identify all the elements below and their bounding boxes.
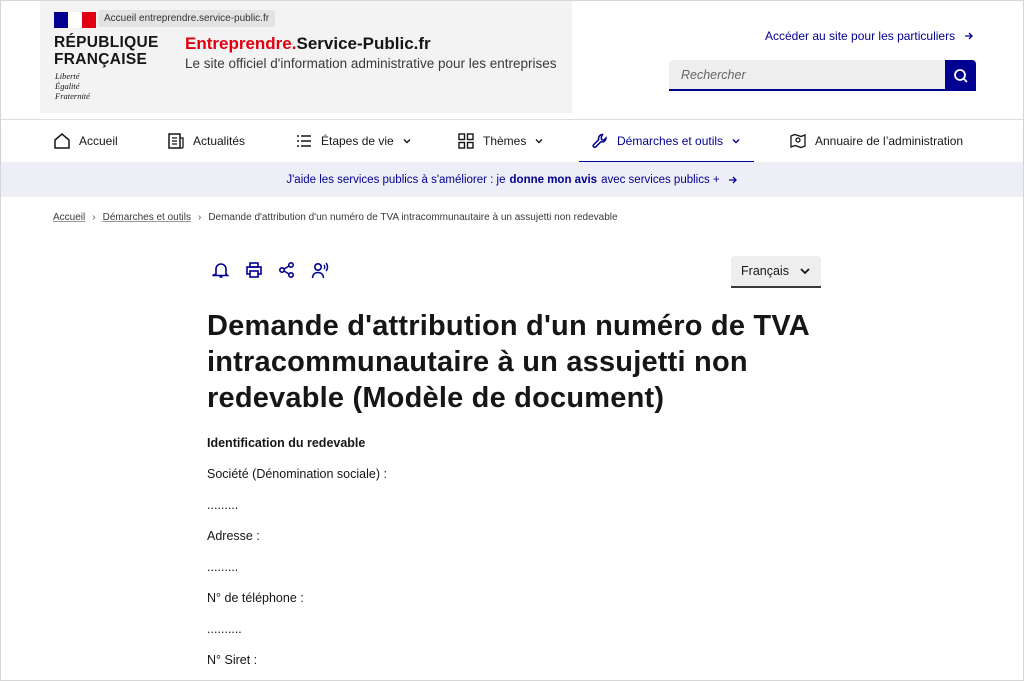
particuliers-link[interactable]: Accéder au site pour les particuliers (765, 29, 974, 43)
arrow-right-icon (964, 31, 974, 41)
list-icon (295, 132, 313, 150)
language-select[interactable]: Français (731, 256, 821, 288)
nav-item-annuaire[interactable]: Annuaire de l’administration (789, 120, 963, 162)
field-placeholder: .......... (207, 622, 242, 636)
print-button[interactable] (245, 259, 278, 281)
home-icon (53, 132, 71, 150)
breadcrumb (53, 212, 618, 223)
nav-item-accueil[interactable]: Accueil (53, 120, 118, 162)
site-description: Le site officiel d'information administrative pour les entreprises (185, 56, 557, 71)
field-placeholder: ......... (207, 560, 239, 574)
search-button[interactable] (945, 60, 976, 91)
section-title: Identification du redevable (207, 436, 366, 450)
republique-francaise-logo: RÉPUBLIQUE FRANÇAISE (54, 34, 159, 68)
search-input[interactable]: Rechercher (669, 60, 945, 91)
chevron-right-icon: › (197, 212, 202, 223)
wrench-icon (591, 132, 609, 150)
breadcrumb-current: Demande d'attribution d'un numéro de TVA intracommunautaire à un assujetti non redevable (208, 212, 618, 223)
page-title: Demande d'attribution d'un numéro de TVA intracommunautaire à un assujetti non redevable (Modèle de document) (207, 310, 809, 414)
devise: Liberté Égalité Fraternité (55, 71, 90, 101)
breadcrumb-link-demarches[interactable]: Démarches et outils (102, 212, 191, 223)
chevron-down-icon (799, 265, 811, 277)
feedback-banner[interactable]: J'aide les services publics à s'améliorer : je donne mon avis avec services publics + (1, 162, 1023, 197)
chevron-right-icon: › (92, 212, 96, 223)
marianne-flag-logo (54, 12, 96, 28)
print-icon (245, 261, 263, 279)
listen-button[interactable] (311, 259, 344, 281)
search-icon (953, 68, 969, 84)
chevron-down-icon (402, 136, 412, 146)
chevron-down-icon (731, 136, 741, 146)
field-adresse: Adresse : (207, 529, 260, 543)
site-name[interactable]: Entreprendre.Service-Public.fr (185, 34, 431, 53)
search-bar (669, 60, 976, 91)
page-tools (212, 259, 344, 281)
nav-item-etapes-de-vie[interactable]: Étapes de vie (295, 120, 412, 162)
grid-icon (457, 132, 475, 150)
newspaper-icon (167, 132, 185, 150)
field-telephone: N° de téléphone : (207, 591, 304, 605)
listen-icon (311, 261, 329, 279)
field-placeholder: ......... (207, 498, 239, 512)
nav-item-actualites[interactable]: Actualités (167, 120, 245, 162)
site-header (1, 1, 1023, 119)
field-siret: N° Siret : (207, 653, 258, 667)
arrow-right-icon (728, 175, 738, 185)
subscribe-button[interactable] (212, 259, 245, 281)
breadcrumb-link-accueil[interactable]: Accueil (53, 212, 86, 223)
main-nav (1, 119, 1023, 163)
map-pin-icon (789, 132, 807, 150)
field-societe: Société (Dénomination sociale) : (207, 467, 387, 481)
url-tooltip: Accueil entreprendre.service-public.fr (98, 10, 275, 27)
share-button[interactable] (278, 259, 311, 281)
share-icon (278, 261, 296, 279)
nav-item-themes[interactable]: Thèmes (457, 120, 544, 162)
chevron-down-icon (534, 136, 544, 146)
bell-icon (212, 261, 230, 279)
nav-item-demarches-et-outils[interactable]: Démarches et outils (579, 120, 754, 162)
